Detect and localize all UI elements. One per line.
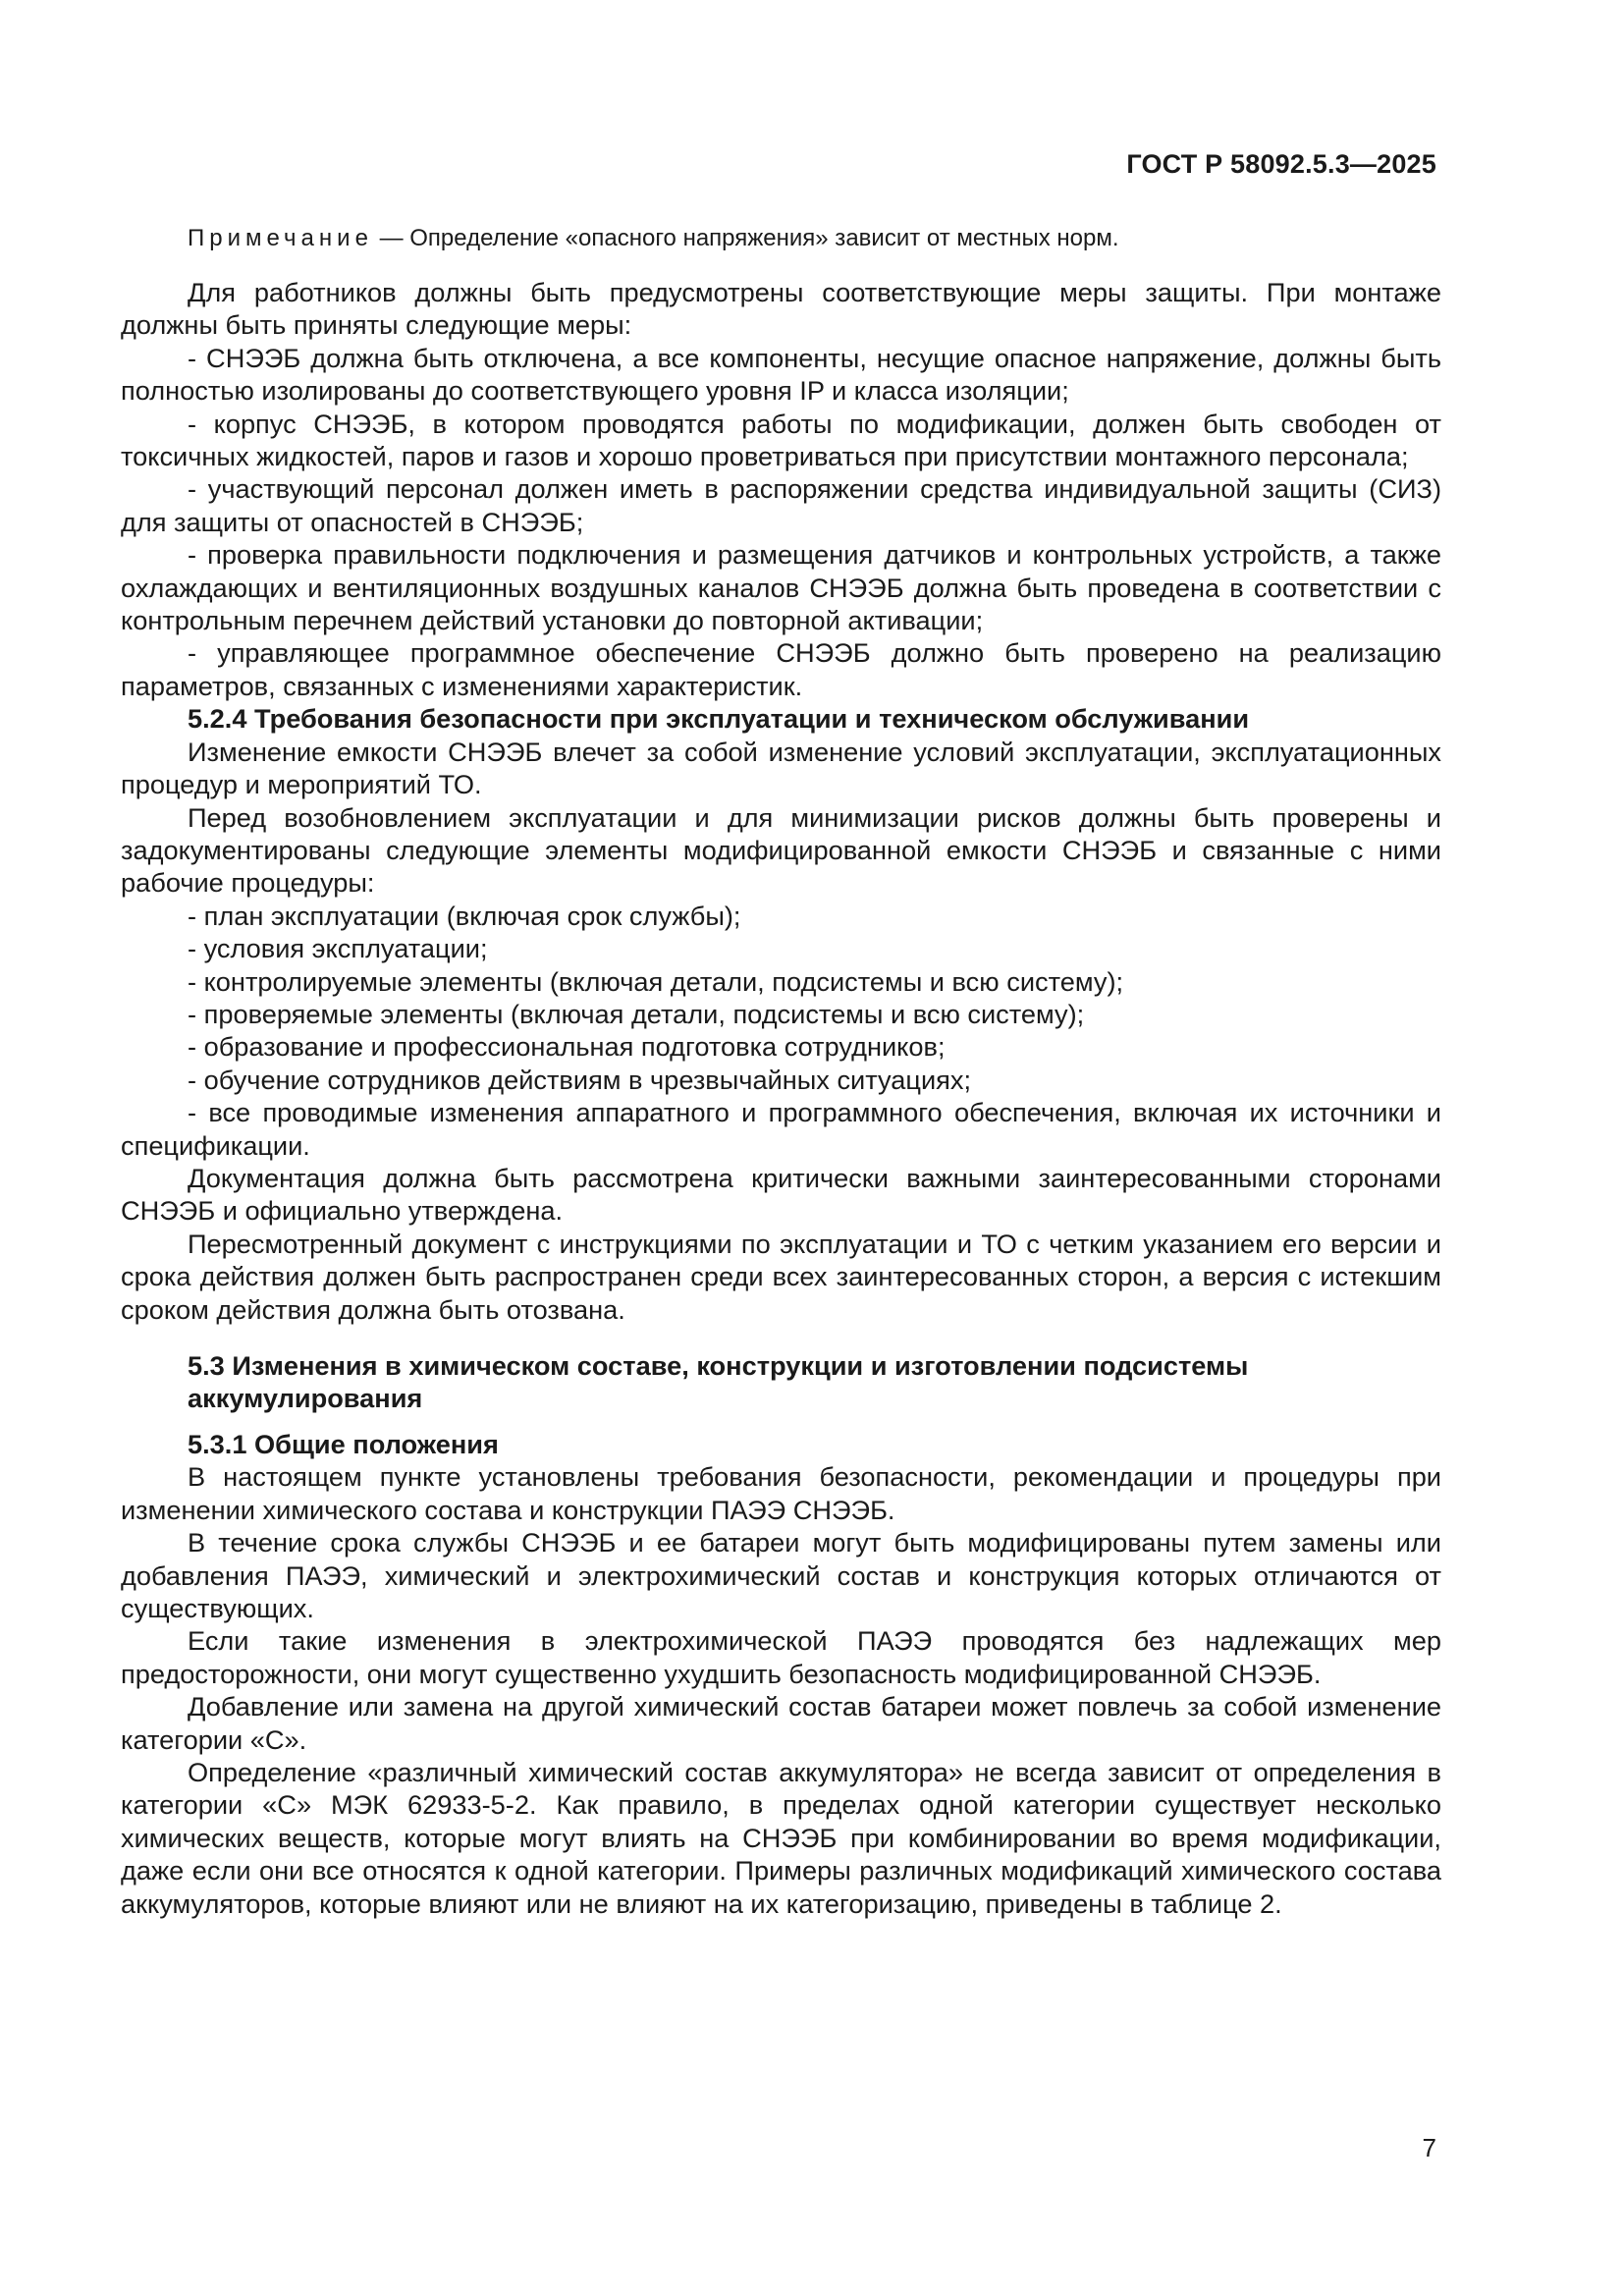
checklist-item: - обучение сотрудников действиям в чрезвычайных ситуациях;	[188, 1064, 972, 1095]
section-5-2-4-paragraph: Перед возобновлением эксплуатации и для минимизации рисков должны быть проверены и задокументированы следующие элементы модифицированной емкости СНЭЭБ и связанные с ними рабочие процедуры:	[121, 801, 1441, 899]
checklist-item: - образование и профессиональная подготовка сотрудников;	[188, 1031, 946, 1063]
measure-item: - участвующий персонал должен иметь в распоряжении средства индивидуальной защиты (СИЗ) для защиты от опасностей в СНЭЭБ;	[121, 473, 1441, 537]
checklist-item: - контролируемые элементы (включая детали, подсистемы и всю систему);	[188, 965, 1124, 997]
note-dash: —	[372, 225, 410, 251]
measure-item: - проверка правильности подключения и размещения датчиков и контрольных устройств, а также охлаждающих и вентиляционных воздушных каналов СНЭЭБ должна быть проведена в соответствии с контрольным перечнем действий установки до повторной активации;	[121, 539, 1441, 636]
section-5-3-1-paragraph: Если такие изменения в электрохимической ПАЭЭ проводятся без надлежащих мер предосторожности, они могут существенно ухудшить безопасность модифицированной СНЭЭБ.	[121, 1625, 1441, 1689]
measure-item: - управляющее программное обеспечение СНЭЭБ должно быть проверено на реализацию параметров, связанных с изменениями характеристик.	[121, 637, 1441, 701]
note	[121, 222, 1441, 254]
section-5-3-1-paragraph: В течение срока службы СНЭЭБ и ее батареи могут быть модифицированы путем замены или добавления ПАЭЭ, химический и электрохимический состав и конструкция которых отличаются от существующих.	[121, 1527, 1441, 1624]
section-5-3-1-paragraph: Определение «различный химический состав аккумулятора» не всегда зависит от определения в категории «С» МЭК 62933-5-2. Как правило, в пределах одной категории существует несколько химических веществ, которые могут влиять на СНЭЭБ при комбинировании во время модификации, даже если они все относятся к одной категории. Примеры различных модификаций химического состава аккумуляторов, которые влияют или не влияют на их категоризацию, приведены в таблице 2.	[121, 1757, 1441, 1919]
measure-item: - корпус СНЭЭБ, в котором проводятся работы по модификации, должен быть свободен от токсичных жидкостей, паров и газов и хорошо проветриваться при присутствии монтажного персонала;	[121, 408, 1441, 472]
section-5-2-4-paragraph: Документация должна быть рассмотрена критически важными заинтересованными сторонами СНЭЭБ и официально утверждена.	[121, 1162, 1441, 1227]
section-5-2-4-paragraph: Изменение емкости СНЭЭБ влечет за собой изменение условий эксплуатации, эксплуатационных процедур и мероприятий ТО.	[121, 736, 1441, 800]
document-header: ГОСТ Р 58092.5.3—2025	[1126, 149, 1436, 179]
section-5-2-4-paragraph: Пересмотренный документ с инструкциями по эксплуатации и ТО с четким указанием его версии и срока действия должен быть распространен среди всех заинтересованных сторон, а версия с истекшим сроком действия должна быть отозвана.	[121, 1228, 1441, 1325]
document-body	[121, 222, 1441, 1920]
section-5-3-1-paragraph: В настоящем пункте установлены требования безопасности, рекомендации и процедуры при изменении химического состава и конструкции ПАЭЭ СНЭЭБ.	[121, 1461, 1441, 1525]
checklist-item: - проверяемые элементы (включая детали, подсистемы и всю систему);	[188, 998, 1085, 1029]
section-5-3-heading: 5.3 Изменения в химическом составе, конструкции и изготовлении подсистемы аккумулирования	[188, 1350, 1249, 1413]
section-5-3-1-paragraph: Добавление или замена на другой химический состав батареи может повлечь за собой изменение категории «С».	[121, 1691, 1441, 1755]
page-number: 7	[1422, 2133, 1436, 2162]
checklist-item: - план эксплуатации (включая срок службы);	[188, 900, 741, 931]
section-5-2-4-heading: 5.2.4 Требования безопасности при эксплуатации и техническом обслуживании	[188, 703, 1250, 735]
note-label: Примечание	[188, 225, 373, 251]
note-text: Определение «опасного напряжения» зависит от местных норм.	[409, 225, 1119, 251]
measure-item: - СНЭЭБ должна быть отключена, а все компоненты, несущие опасное напряжение, должны быть полностью изолированы до соответствующего уровня IP и класса изоляции;	[121, 342, 1441, 407]
section-5-3-1-heading: 5.3.1 Общие положения	[188, 1429, 499, 1459]
checklist-item: - условия эксплуатации;	[188, 933, 488, 964]
checklist-item: - все проводимые изменения аппаратного и программного обеспечения, включая их источники и спецификации.	[121, 1097, 1441, 1161]
measures-intro: Для работников должны быть предусмотрены соответствующие меры защиты. При монтаже должны быть приняты следующие меры:	[121, 277, 1441, 341]
